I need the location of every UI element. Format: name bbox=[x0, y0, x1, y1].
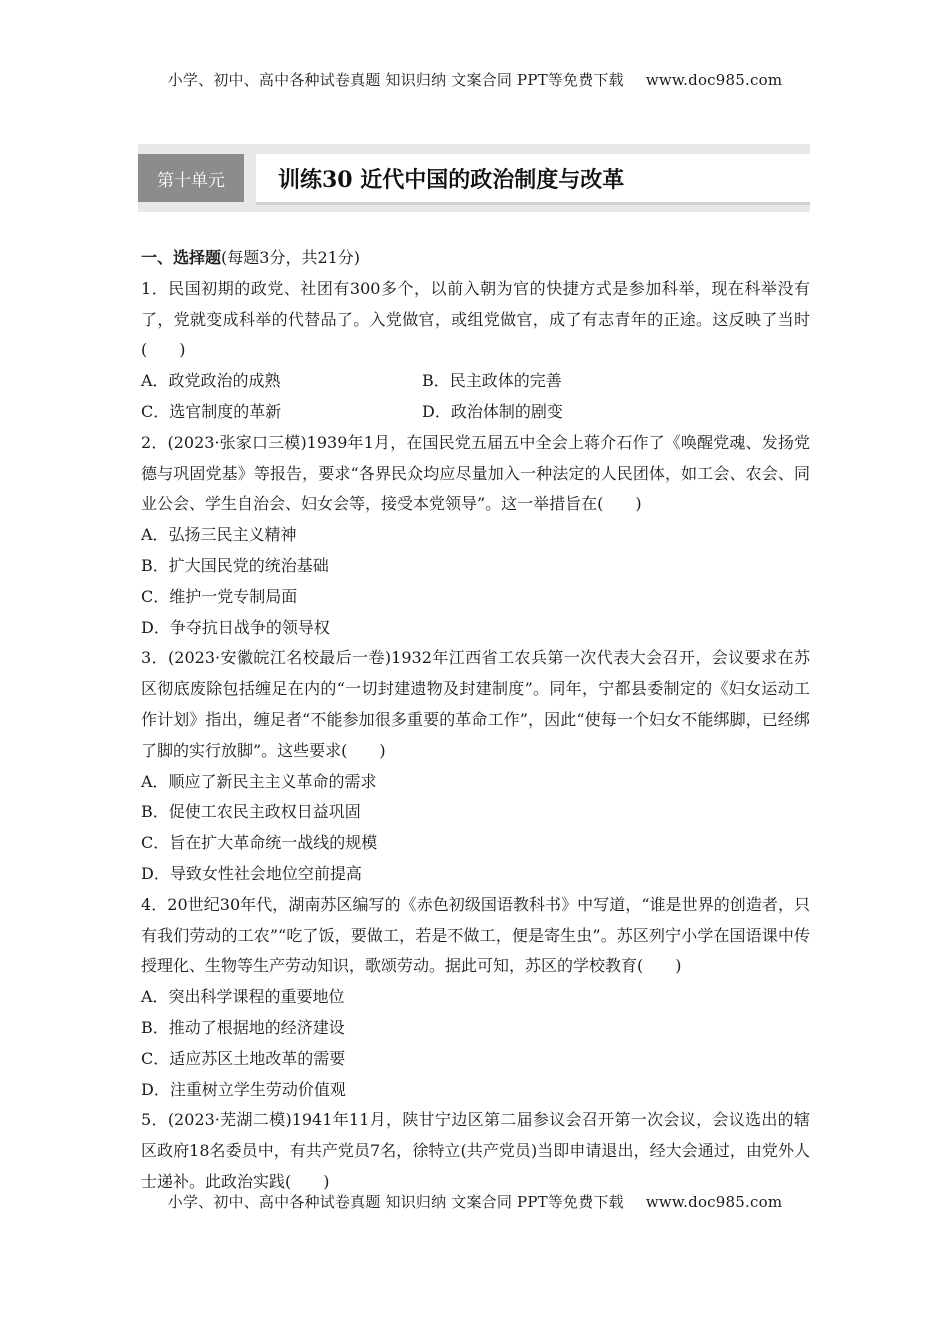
footer-url[interactable]: www.doc985.com bbox=[645, 1193, 783, 1211]
option: C．选官制度的革新 bbox=[141, 401, 282, 421]
question-list bbox=[141, 243, 810, 1198]
question-stem: 5．(2023·芜湖二模)1941年11月，陕甘宁边区第二届参议会召开第一次会议，会议选出的辖区政府18名委员中，有共产党员7名，徐特立(共产党员)当即申请退出，经大会通过，由党外人士递补。此政治实践( ) bbox=[141, 1110, 810, 1191]
section-title: 一、选择题 bbox=[141, 248, 222, 267]
option: A．弘扬三民主义精神 bbox=[141, 525, 297, 545]
option: C．维护一党专制局面 bbox=[141, 586, 298, 606]
option-row bbox=[141, 366, 810, 397]
question-stem: 3．(2023·安徽皖江名校最后一卷)1932年江西省工农兵第一次代表大会召开，会议要求在苏区彻底废除包括缠足在内的“一切封建遗物及封建制度”。同年，宁都县委制定的《妇女运动工作计划》指出，缠足者“不能参加很多重要的革命工作”，因此“使每一个妇女不能绑脚，已经绑了脚的实行放脚”。这些要求( ) bbox=[141, 648, 810, 760]
option: D．导致女性社会地位空前提高 bbox=[141, 863, 362, 883]
option: D．争夺抗日战争的领导权 bbox=[141, 617, 330, 637]
option: A．顺应了新民主主义革命的需求 bbox=[141, 771, 377, 791]
unit-banner bbox=[138, 144, 810, 212]
section-heading bbox=[141, 243, 810, 274]
option: D．注重树立学生劳动价值观 bbox=[141, 1079, 346, 1099]
option: A．政党政治的成熟 bbox=[141, 371, 281, 391]
header-url[interactable]: www.doc985.com bbox=[645, 71, 783, 89]
page-header bbox=[0, 69, 950, 90]
option: B．促使工农民主政权日益巩固 bbox=[141, 802, 361, 822]
question-stem: 4．20世纪30年代，湖南苏区编写的《赤色初级国语教科书》中写道，“谁是世界的创造者，只有我们劳动的工农”“吃了饭，要做工，若是不做工，便是寄生虫”。苏区列宁小学在国语课中传授理化、生物等生产劳动知识，歌颂劳动。据此可知，苏区的学校教育( ) bbox=[141, 894, 810, 976]
question-stem: 2．(2023·张家口三模)1939年1月，在国民党五届五中全会上蒋介石作了《唤醒党魂、发扬党德与巩固党基》等报告，要求“各界民众均应尽量加入一种法定的人民团体，如工会、农会、同业公会、学生自治会、妇女会等，接受本党领导”。这一举措旨在( ) bbox=[141, 432, 810, 514]
section-note: (每题3分，共21分) bbox=[221, 248, 361, 267]
footer-text: 小学、初中、高中各种试卷真题 知识归纳 文案合同 PPT等免费下载 bbox=[167, 1193, 624, 1211]
option: C．适应苏区土地改革的需要 bbox=[141, 1048, 346, 1068]
option: B．推动了根据地的经济建设 bbox=[141, 1017, 345, 1037]
question-stem: 1．民国初期的政党、社团有300多个，以前入朝为官的快捷方式是参加科举，现在科举没有了，党就变成科举的代替品了。入党做官，或组党做官，成了有志青年的正途。这反映了当时( ) bbox=[141, 278, 810, 360]
option: B．民主政体的完善 bbox=[422, 371, 562, 391]
page-footer bbox=[0, 1191, 950, 1212]
header-text: 小学、初中、高中各种试卷真题 知识归纳 文案合同 PPT等免费下载 bbox=[167, 71, 624, 89]
option-row bbox=[141, 397, 810, 428]
option: B．扩大国民党的统治基础 bbox=[141, 555, 329, 575]
option: A．突出科学课程的重要地位 bbox=[141, 987, 345, 1007]
option: C．旨在扩大革命统一战线的规模 bbox=[141, 833, 378, 853]
page-title: 训练30 近代中国的政治制度与改革 bbox=[256, 154, 810, 205]
unit-label: 第十单元 bbox=[138, 154, 244, 202]
option: D．政治体制的剧变 bbox=[422, 401, 563, 421]
